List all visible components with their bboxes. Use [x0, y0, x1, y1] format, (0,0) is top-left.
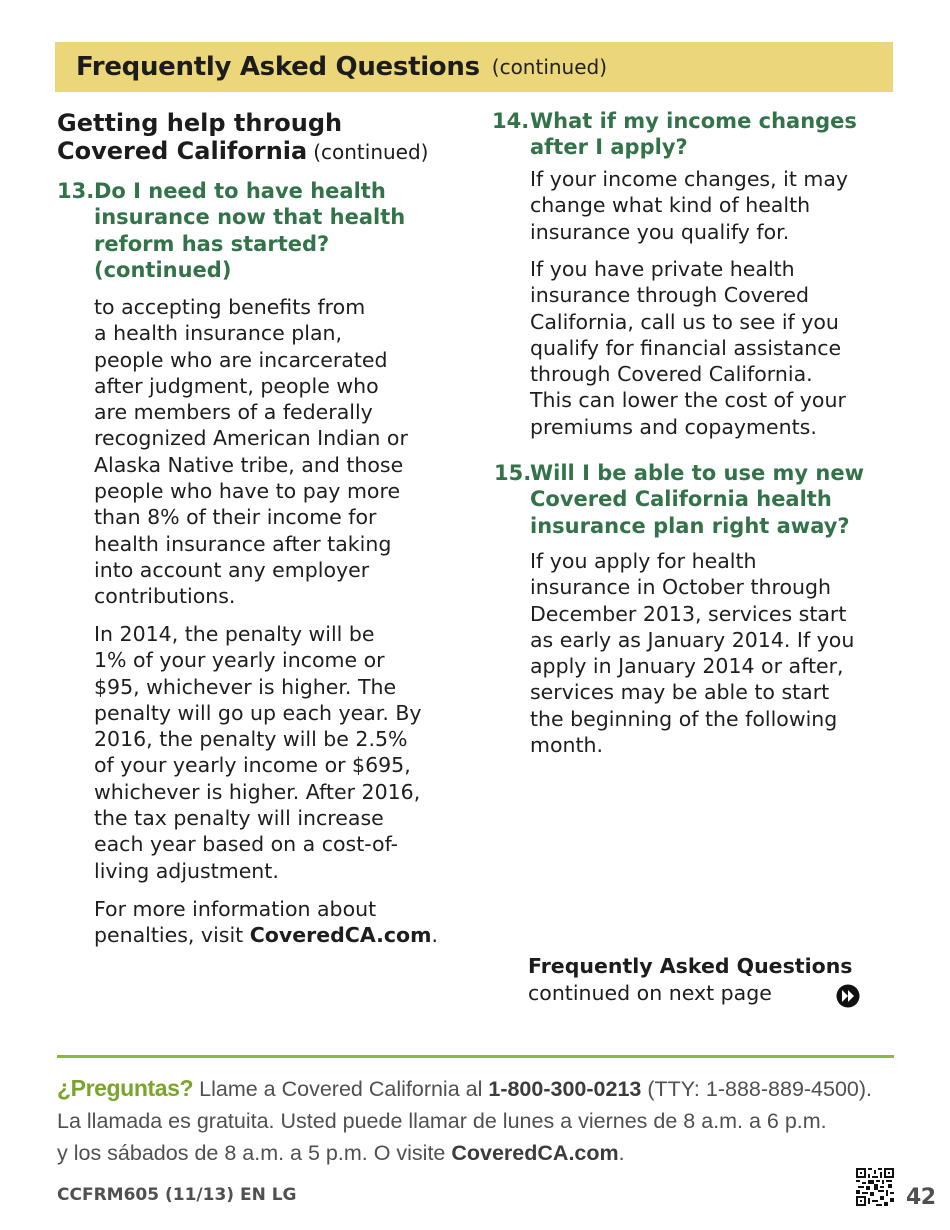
text-line: premiums and copayments. — [530, 414, 817, 439]
text-line: month. — [530, 733, 604, 758]
text-line: people who are incarcerated — [94, 347, 388, 372]
footer-tty: (TTY: 1-888-889-4500). — [641, 1077, 873, 1101]
text-line: than 8% of their income for — [94, 505, 377, 530]
footer-text: Llame a Covered California al — [193, 1077, 489, 1101]
page-number: 42 — [906, 1185, 936, 1210]
page-title: Frequently Asked Questions — [76, 52, 480, 82]
text-line: California, call us to see if you — [530, 309, 839, 334]
text-line: If your income changes, it may — [530, 167, 849, 191]
text-line: penalty will go up each year. By — [94, 700, 422, 725]
text-line: insurance you qualify for. — [530, 219, 790, 244]
section-title — [57, 109, 467, 166]
answer-13-paragraph-3 — [94, 896, 464, 949]
text-segment: . — [431, 923, 438, 948]
footer-phone[interactable]: 1-800-300-0213 — [488, 1077, 642, 1101]
text-line: This can lower the cost of your — [530, 388, 846, 413]
footer-line-2: La llamada es gratuita. Usted puede llamar de lunes a viernes de 8 a.m. a 6 p.m. — [57, 1109, 827, 1133]
question-14-line: after I apply? — [530, 135, 688, 160]
answer-14-paragraph-1 — [530, 166, 890, 245]
text-line: In 2014, the penalty will be — [94, 622, 375, 646]
question-13-line: insurance now that health — [94, 205, 406, 230]
continued-note-title: Frequently Asked Questions — [528, 954, 853, 978]
answer-13-paragraph-2 — [94, 621, 454, 884]
text-line: as early as January 2014. If you — [530, 627, 855, 652]
question-13 — [57, 178, 457, 288]
text-line: health insurance after taking — [94, 531, 392, 556]
text-line: of your yearly income or $695, — [94, 753, 411, 778]
qr-code-icon — [856, 1168, 894, 1206]
text-line: are members of a federally — [94, 400, 373, 425]
text-line: whichever is higher. After 2016, — [94, 779, 421, 804]
question-15-number: 15. — [494, 461, 532, 485]
text-line: the beginning of the following — [530, 706, 838, 731]
text-line: Alaska Native tribe, and those — [94, 452, 404, 477]
header-banner — [55, 42, 893, 92]
question-14 — [492, 108, 892, 164]
text-line: to accepting benefits from — [94, 295, 366, 319]
text-line: apply in January 2014 or after, — [530, 654, 844, 679]
footer-line-3 — [57, 1137, 937, 1169]
text-line: qualify for financial assistance — [530, 335, 842, 360]
section-title-continued: (continued) — [313, 140, 429, 164]
text-segment: penalties, visit — [94, 923, 250, 948]
text-line: insurance in October through — [530, 575, 832, 600]
text-line: the tax penalty will increase — [94, 806, 384, 831]
form-code: CCFRM605 (11/13) EN LG — [57, 1185, 297, 1205]
text-line: change what kind of health — [530, 193, 811, 218]
text-line: recognized American Indian or — [94, 426, 408, 451]
next-page-icon[interactable] — [836, 984, 860, 1008]
footer-question: ¿Preguntas? — [57, 1075, 194, 1101]
question-13-line: (continued) — [94, 257, 232, 282]
text-line: contributions. — [94, 584, 236, 609]
footer-text: y los sábados de 8 a.m. a 5 p.m. O visite — [57, 1141, 452, 1165]
section-title-line-2-text: Covered California — [57, 137, 308, 165]
text-line: For more information about — [94, 897, 377, 921]
page-title-continued: (continued) — [491, 55, 608, 79]
text-line: people who have to pay more — [94, 479, 401, 504]
text-line: If you apply for health — [530, 549, 757, 573]
answer-13-paragraph-1 — [94, 294, 454, 610]
text-line: insurance through Covered — [530, 283, 810, 308]
question-13-line: reform has started? — [94, 231, 330, 256]
text-line: December 2013, services start — [530, 601, 847, 626]
text-line: $95, whichever is higher. The — [94, 674, 397, 699]
text-line: through Covered California. — [530, 362, 813, 387]
question-13-line: Do I need to have health — [94, 179, 386, 203]
continued-note-text: continued on next page — [528, 981, 772, 1005]
question-15-line: Will I be able to use my new — [530, 461, 864, 485]
text-line: into account any employer — [94, 557, 370, 582]
footer-line-1 — [57, 1072, 937, 1105]
text-line — [94, 922, 464, 948]
text-line: a health insurance plan, — [94, 321, 343, 346]
question-13-number: 13. — [57, 179, 95, 203]
footer-divider — [57, 1055, 894, 1058]
text-line: 2016, the penalty will be 2.5% — [94, 727, 408, 752]
text-line: If you have private health — [530, 257, 795, 281]
text-line: each year based on a cost-of- — [94, 832, 399, 857]
continued-note — [528, 953, 888, 1007]
footer-text: . — [618, 1141, 625, 1165]
section-title-line-1: Getting help through — [57, 109, 343, 137]
question-15 — [494, 460, 894, 542]
covered-ca-link[interactable]: CoveredCA.com — [249, 923, 432, 948]
answer-14-paragraph-2 — [530, 256, 890, 440]
text-line: living adjustment. — [94, 858, 279, 883]
footer-spanish-text — [57, 1072, 937, 1169]
question-15-line: insurance plan right away? — [530, 513, 850, 538]
text-line: services may be able to start — [530, 680, 830, 705]
question-14-number: 14. — [492, 109, 530, 133]
question-14-line: What if my income changes — [530, 109, 857, 133]
text-line: after judgment, people who — [94, 373, 379, 398]
answer-15-paragraph-1 — [530, 548, 892, 758]
text-line: 1% of your yearly income or — [94, 648, 385, 673]
question-15-line: Covered California health — [530, 487, 832, 512]
footer-link[interactable]: CoveredCA.com — [451, 1141, 619, 1165]
section-title-line-2 — [57, 137, 467, 166]
